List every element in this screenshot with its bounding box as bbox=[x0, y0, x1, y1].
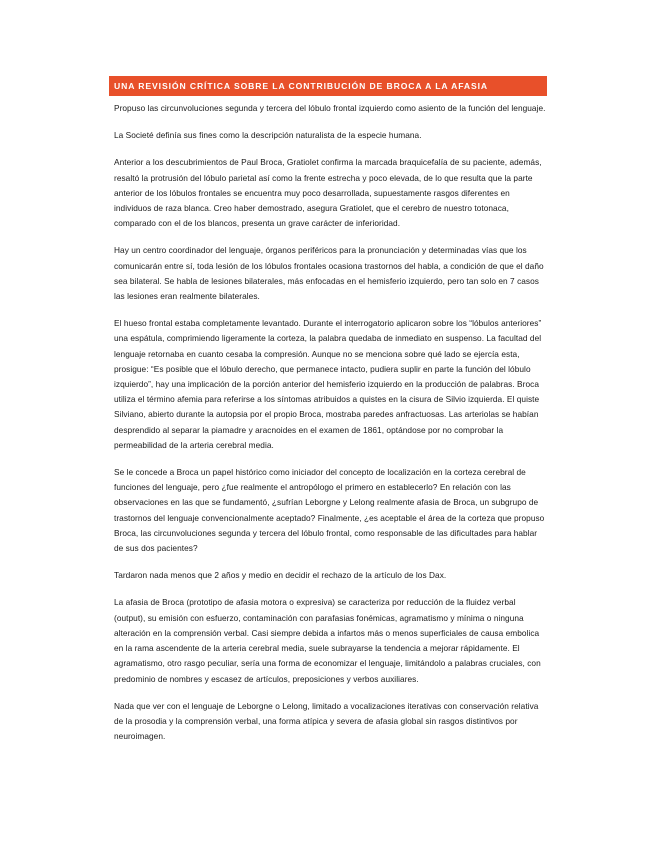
paragraph-9: Nada que ver con el lenguaje de Leborgne o Lelong, limitado a vocalizaciones iterativas con conservación relativa de la prosodia y la comprensión verbal, una forma atípica y severa de afasia global sin rasgos distintivos por neuroimagen. bbox=[114, 700, 539, 742]
paragraph-7: Tardaron nada menos que 2 años y medio en decidir el rechazo de la artículo de los Dax. bbox=[114, 570, 447, 581]
paragraph-8: La afasia de Broca (prototipo de afasia motora o expresiva) se caracteriza por reducción de la fluidez verbal (output), su emisión con esfuerzo, contaminación con parafasias fonémicas, agramatismo y mínima o ninguna alteración en la comprensión verbal. Casi siempre debida a infartos más o menos superficiales de causa embolica en la rama ascendente de la arteria cerebral media, suele subrayarse la tendencia a mejorar rápidamente. El agramatismo, otro rasgo peculiar, sería una forma de economizar el lenguaje, limitándolo a palabras cruciales, con predominio de nombres y escasez de artículos, preposiciones y verbos auxiliares. bbox=[114, 597, 541, 684]
paragraph-3: Anterior a los descubrimientos de Paul Broca, Gratiolet confirma la marcada braquicefalía de su paciente, además, resaltó la protrusión del lóbulo parietal así como la frente estrecha y poco elevada, de lo que resulta que la parte anterior de los lóbulos frontales se encuentra muy poco desarrollada, supuestamente rasgos diferentes en individuos de raza blanca. Creo haber demostrado, asegura Gratiolet, que el cerebro de nuestro totonaca, comparado con el de los blancos, presenta un grave carácter de inferioridad. bbox=[114, 157, 542, 229]
document-title: UNA REVISIÓN CRÍTICA SOBRE LA CONTRIBUCIÓN DE BROCA A LA AFASIA bbox=[109, 76, 547, 96]
paragraph-6: Se le concede a Broca un papel histórico como iniciador del concepto de localización en la corteza cerebral de funciones del lenguaje, pero ¿fue realmente el antropólogo el primero en establecerlo? En relación con las observaciones en las que se fundamentó, ¿sufrían Leborgne y Lelong realmente afasia de Broca, un subgrupo de trastornos del lenguaje convencionalmente aceptado? Finalmente, ¿es aceptable el área de la corteza que propuso Broca, las circunvoluciones segunda y tercera del lóbulo frontal, como responsable de las dificultades para hablar de sus dos pacientes? bbox=[114, 467, 545, 554]
paragraph-4: Hay un centro coordinador del lenguaje, órganos periféricos para la pronunciación y determinadas vías que los comunicarán entre sí, toda lesión de los lóbulos frontales ocasiona trastornos del habla, a condición de que el daño sea bilateral. Se habla de lesiones bilaterales, más enfocadas en el hemisferio izquierdo, pero tan solo en 7 casos las lesiones eran realmente bilaterales. bbox=[114, 245, 544, 302]
paragraph-1: Propuso las circunvoluciones segunda y tercera del lóbulo frontal izquierdo como asiento de la función del lenguaje. bbox=[114, 103, 546, 113]
paragraph-5: El hueso frontal estaba completamente levantado. Durante el interrogatorio aplicaron sobre los “lóbulos anteriores” una espátula, comprimiendo ligeramente la corteza, la palabra quedaba de inmediato en suspenso. La facultad del lenguaje retornaba en cuanto cesaba la compresión. Aunque no se menciona sobre qué lado se ejercía esta, prosigue: “Es posible que el lóbulo derecho, que permanece intacto, pudiera suplir en parte la función del lóbulo izquierdo”, hay una implicación de la porción anterior del hemisferio izquierdo en la producción de palabras. Broca utiliza el término afemia para referirse a los síntomas atribuidos a quistes en la cisura de Silvio izquierda. El quiste Silviano, abierto durante la autopsia por el propio Broca, mostraba paredes anfractuosas. Las arteriolas se habían desprendido al separar la piamadre y aracnoides en el examen de 1861, optándose por no comprobar la permeabilidad de la arteria cerebral media. bbox=[114, 318, 542, 450]
document-page bbox=[109, 76, 547, 756]
paragraph-2: La Societé definía sus fines como la descripción naturalista de la especie humana. bbox=[114, 130, 422, 141]
